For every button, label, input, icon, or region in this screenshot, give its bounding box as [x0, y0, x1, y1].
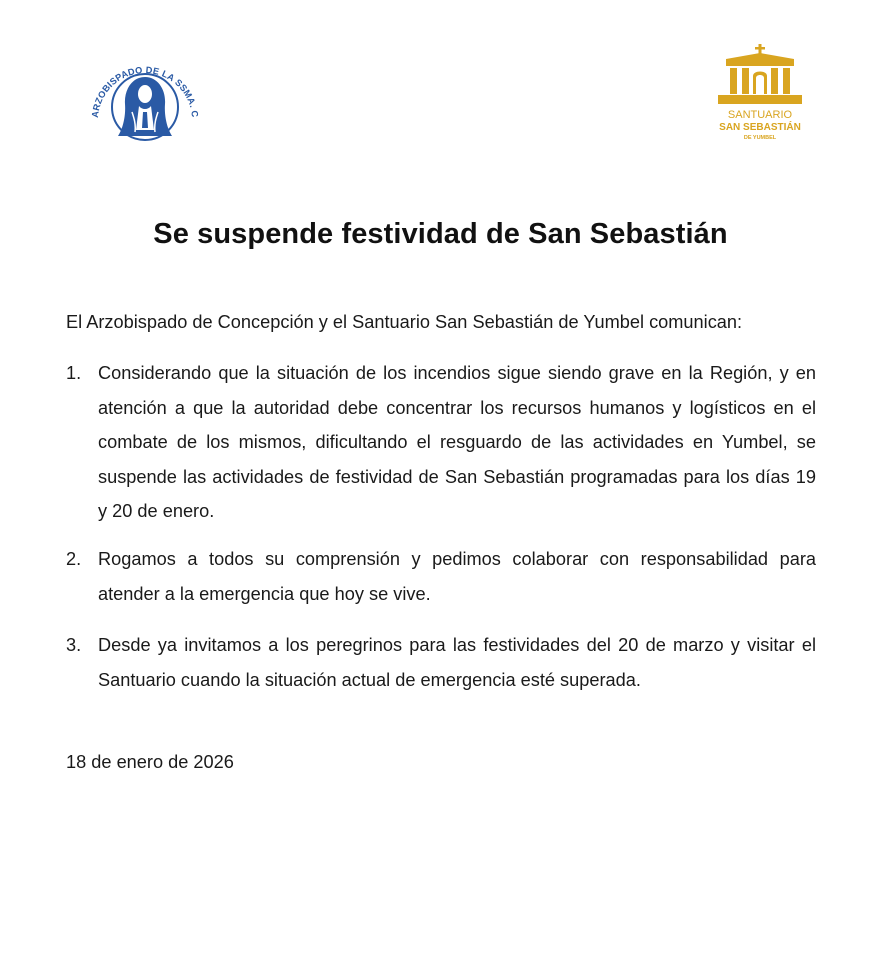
list-item-text: Rogamos a todos su comprensión y pedimos colaborar con responsabilidad para atender a la emergencia que hoy se vive.	[98, 549, 816, 604]
arzobispado-logo	[84, 52, 202, 144]
santuario-line1: SANTUARIO	[727, 109, 793, 121]
list-item	[66, 356, 816, 529]
santuario-logo	[712, 44, 808, 144]
list-item-text: Desde ya invitamos a los peregrinos para las festividades del 20 de marzo y visitar el Santuario cuando la situación actual de emergencia esté superada.	[98, 635, 816, 690]
list-item	[66, 628, 816, 697]
list-item	[66, 542, 816, 611]
list-item-number: 2.	[66, 549, 82, 569]
document-date: 18 de enero de 2026	[66, 752, 234, 772]
arzobispado-seal-text: ARZOBISPADO DE LA SSMA. C	[89, 64, 201, 119]
santuario-line3: DE YUMBEL	[743, 135, 777, 141]
list-item-number: 1.	[66, 363, 82, 383]
santuario-line2: SAN SEBASTIÁN	[719, 122, 801, 133]
arzobispado-seal-icon	[84, 52, 202, 144]
santuario-church-icon	[712, 44, 808, 144]
intro-paragraph: El Arzobispado de Concepción y el Santuario San Sebastián de Yumbel comunican:	[66, 312, 743, 332]
document-title: Se suspende festividad de San Sebastián	[153, 218, 728, 250]
list-item-number: 3.	[66, 635, 82, 655]
list-item-text: Considerando que la situación de los incendios sigue siendo grave en la Región, y en atención a que la autoridad debe concentrar los recursos humanos y logísticos en el combate de los mismos, dificultando el resguardo de las actividades en Yumbel, se suspende las actividades de festividad de San Sebastián programadas para los días 19 y 20 de enero.	[98, 363, 816, 521]
